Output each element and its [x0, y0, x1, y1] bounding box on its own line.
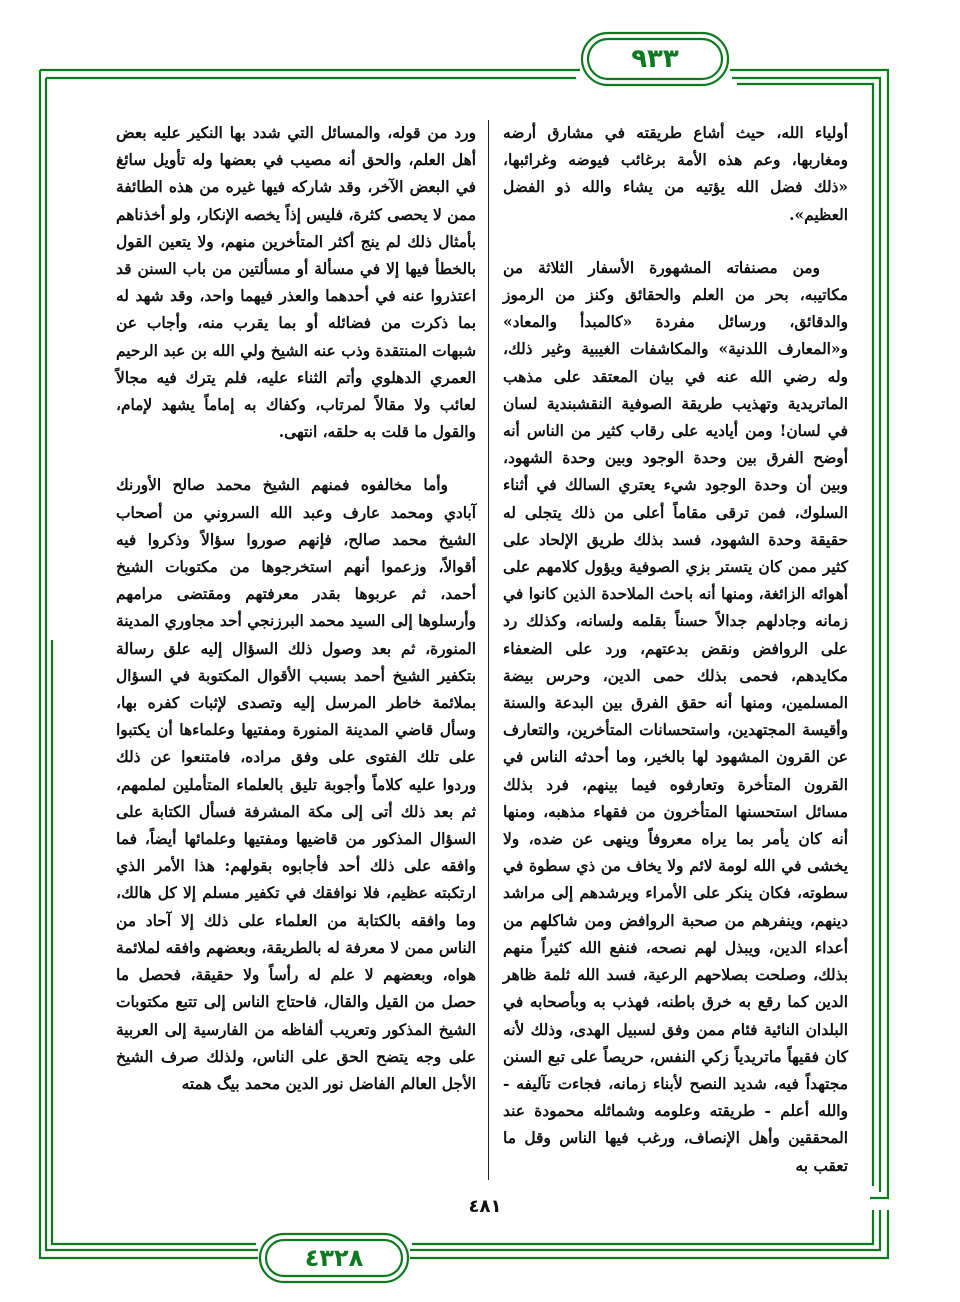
paragraph: وأما مخالفوه فمنهم الشيخ محمد صالح الأورنك آبادي ومحمد عارف وعبد الله السروني من أصحاب الشيخ محمد صالح، فإنهم صوروا سؤالاً وذكروا فيه أقوالاً، وزعموا أنهم استخرجوها من مكتوبات الشيخ أحمد، ثم عربوها بقدر معرفتهم ومقتضى مرامهم وأرسلوها إلى السيد محمد البرزنجي أحد مجاوري المدينة المنورة، ثم بعد وصول ذلك السؤال إليه علق رسالة بتكفير الشيخ أحمد بسبب الأقوال المكتوبة في السؤال بملائمة خاطر المرسل إليه وتصدى لإثبات كفره بها، وسأل قاضي المدينة المنورة ومفتيها وعلماءها أن يكتبوا على تلك الفتوى على وفق مراده، فامتنعوا عن ذلك وردوا عليه كلاماً وأجوبة تليق بالعلماء المتأملين لملمهم، ثم بعد ذلك أتى إلى مكة المشرفة فسأل الكتابة على السؤال المذكور من قاضيها ومفتيها وعلمائها أيضاً، فما وافقه على ذلك أحد فأجابوه بقولهم: هذا الأمر الذي ارتكبته عظيم، فلا نوافقك في تكفير مسلم إلا كل هالك، وما وافقه بالكتابة من العلماء على ذلك إلا آحاد من الناس ممن لا معرفة له بالطريقة، وبعضهم وافقه لملائمة هواه، وبعضهم لا علم له رأساً ولا حقيقة، فحصل ما حصل من القيل والقال، فاحتاج الناس إلى تتبع مكتوبات الشيخ المذكور وتعريب ألفاظه من الفارسية إلى العربية على وجه يتضح الحق على الناس، ولذلك صرف الشيخ الأجل العالم الفاضل نور الدين محمد بيگ همته — [116, 476, 476, 1093]
page-number-inner: ٤٨١ — [468, 1196, 502, 1217]
paragraph: ومن مصنفاته المشهورة الأسفار الثلاثة من مكاتيبه، بحر من العلم والحقائق وكنز من الرموز والدقائق، ورسائل مفردة «كالمبدأ والمعاد» و«المعارف اللدنية» والمكاشفات الغيبية وغير ذلك، وله رضي الله عنه في بيان المعتقد على مذهب الماتريدية وتهذيب طريقة الصوفية النقشبندية لسان في لسان! ومن أياديه على رقاب كثير من الناس أنه أوضح الفرق بين وحدة الوجود وبين وحدة الشهود، وبين أن وحدة الوجود شيء يعتري السالك في أثناء السلوك، فمن ترقى مقاماً أعلى من ذلك يتجلى له حقيقة وحدة الشهود، فسد بذلك طريق الإلحاد على كثير ممن كان يتستر بزي الصوفية ويؤول كلامهم على أهوائه الزائغة، ومنها أنه باحث الملاحدة الذين كانوا في زمانه وجادلهم جدالاً حسناً بقلمه ولسانه، وكذلك رد على الروافض ونقض بدعتهم، ورد على الضعفاء مكايدهم، فحمى بذلك حمى الدين، وحرس بيضة المسلمين، ومنها أنه حقق الفرق بين البدعة والسنة وأقيسة المجتهدين، واستحسانات المتأخرين، والتعارف عن القرون المشهود لها بالخير، وما أحدثه الناس في القرون المتأخرة وتعارفوه فيما بينهم، فرد بذلك مسائل استحسنها المتأخرون من فقهاء مذهبه، ومنها أنه كان يأمر بما يراه معروفاً وينهى عن ضده، ولا يخشى في الله لومة لائم ولا يخاف من ذي سطوة في سطوته، فكان ينكر على الأمراء ويرشدهم إلى مراشد دينهم، وينفرهم من صحبة الروافض ومن شاكلهم من أعداء الدين، ويبذل لهم نصحه، فنفع الله كثيراً منهم بذلك، وصلحت بصلاحهم الرعية، فسد الله ثلمة ظاهر الدين كما رقع به خرق باطنه، فهذب به وبأصحابه في البلدان النائية فئام ممن وفق لسبيل الهدى، وذلك لأنه كان فقيهاً ماتريدياً زكي النفس، حريصاً على تبع السنن مجتهداً فيه، شديد النصح لأبناء زمانه، فجاءت تآليفه - والله أعلم - طريقته وعلومه وشمائله محمودة عند المحققين وأهل الإنصاف، ورغب فيها الناس وقل ما تعقب به — [503, 258, 848, 1175]
column-divider — [488, 120, 489, 1180]
paragraph: ورد من قوله، والمسائل التي شدد بها النكير عليه بعض أهل العلم، والحق أنه مصيب في بعضها وله تأويل سائغ في البعض الآخر، وقد شاركه فيها غيره من هذه الطائفة ممن لا يحصى كثرة، فليس إذاً يخصه الإنكار، ولو أخذناهم بأمثال ذلك لم ينج أكثر المتأخرين منهم، ولا يتعين القول بالخطأ فيها إلا في مسألة أو مسألتين من باب السنن قد اعتذروا عنه في أحدهما والعذر فيهما واحد، وقد شهد له بما ذكرت من فضائله أو بما يقرب منه، وأجاب عن شبهات المنتقدة وذب عنه الشيخ ولي الله بن عبد الرحيم العمري الدهلوي وأتم الثناء عليه، فلم يترك فيه مجالاً لعائب ولا مقالاً لمرتاب، وكفاك به إماماً يشهد لإمام، والقول ما قلت به حلقه، انتهى. — [116, 124, 476, 442]
page-number-bottom: ٤٣٢٨ — [304, 1244, 364, 1272]
page-number-top: ٩٣٣ — [631, 44, 679, 74]
paragraph: أولياء الله، حيث أشاع طريقته في مشارق أرضه ومغاربها، وعم هذه الأمة برغائب فيوضه وغرائبها، «ذلك فضل الله يؤتيه من يشاء والله ذو الفضل العظيم». — [503, 124, 848, 224]
left-text-column — [116, 120, 476, 1124]
right-text-column — [503, 120, 848, 1206]
